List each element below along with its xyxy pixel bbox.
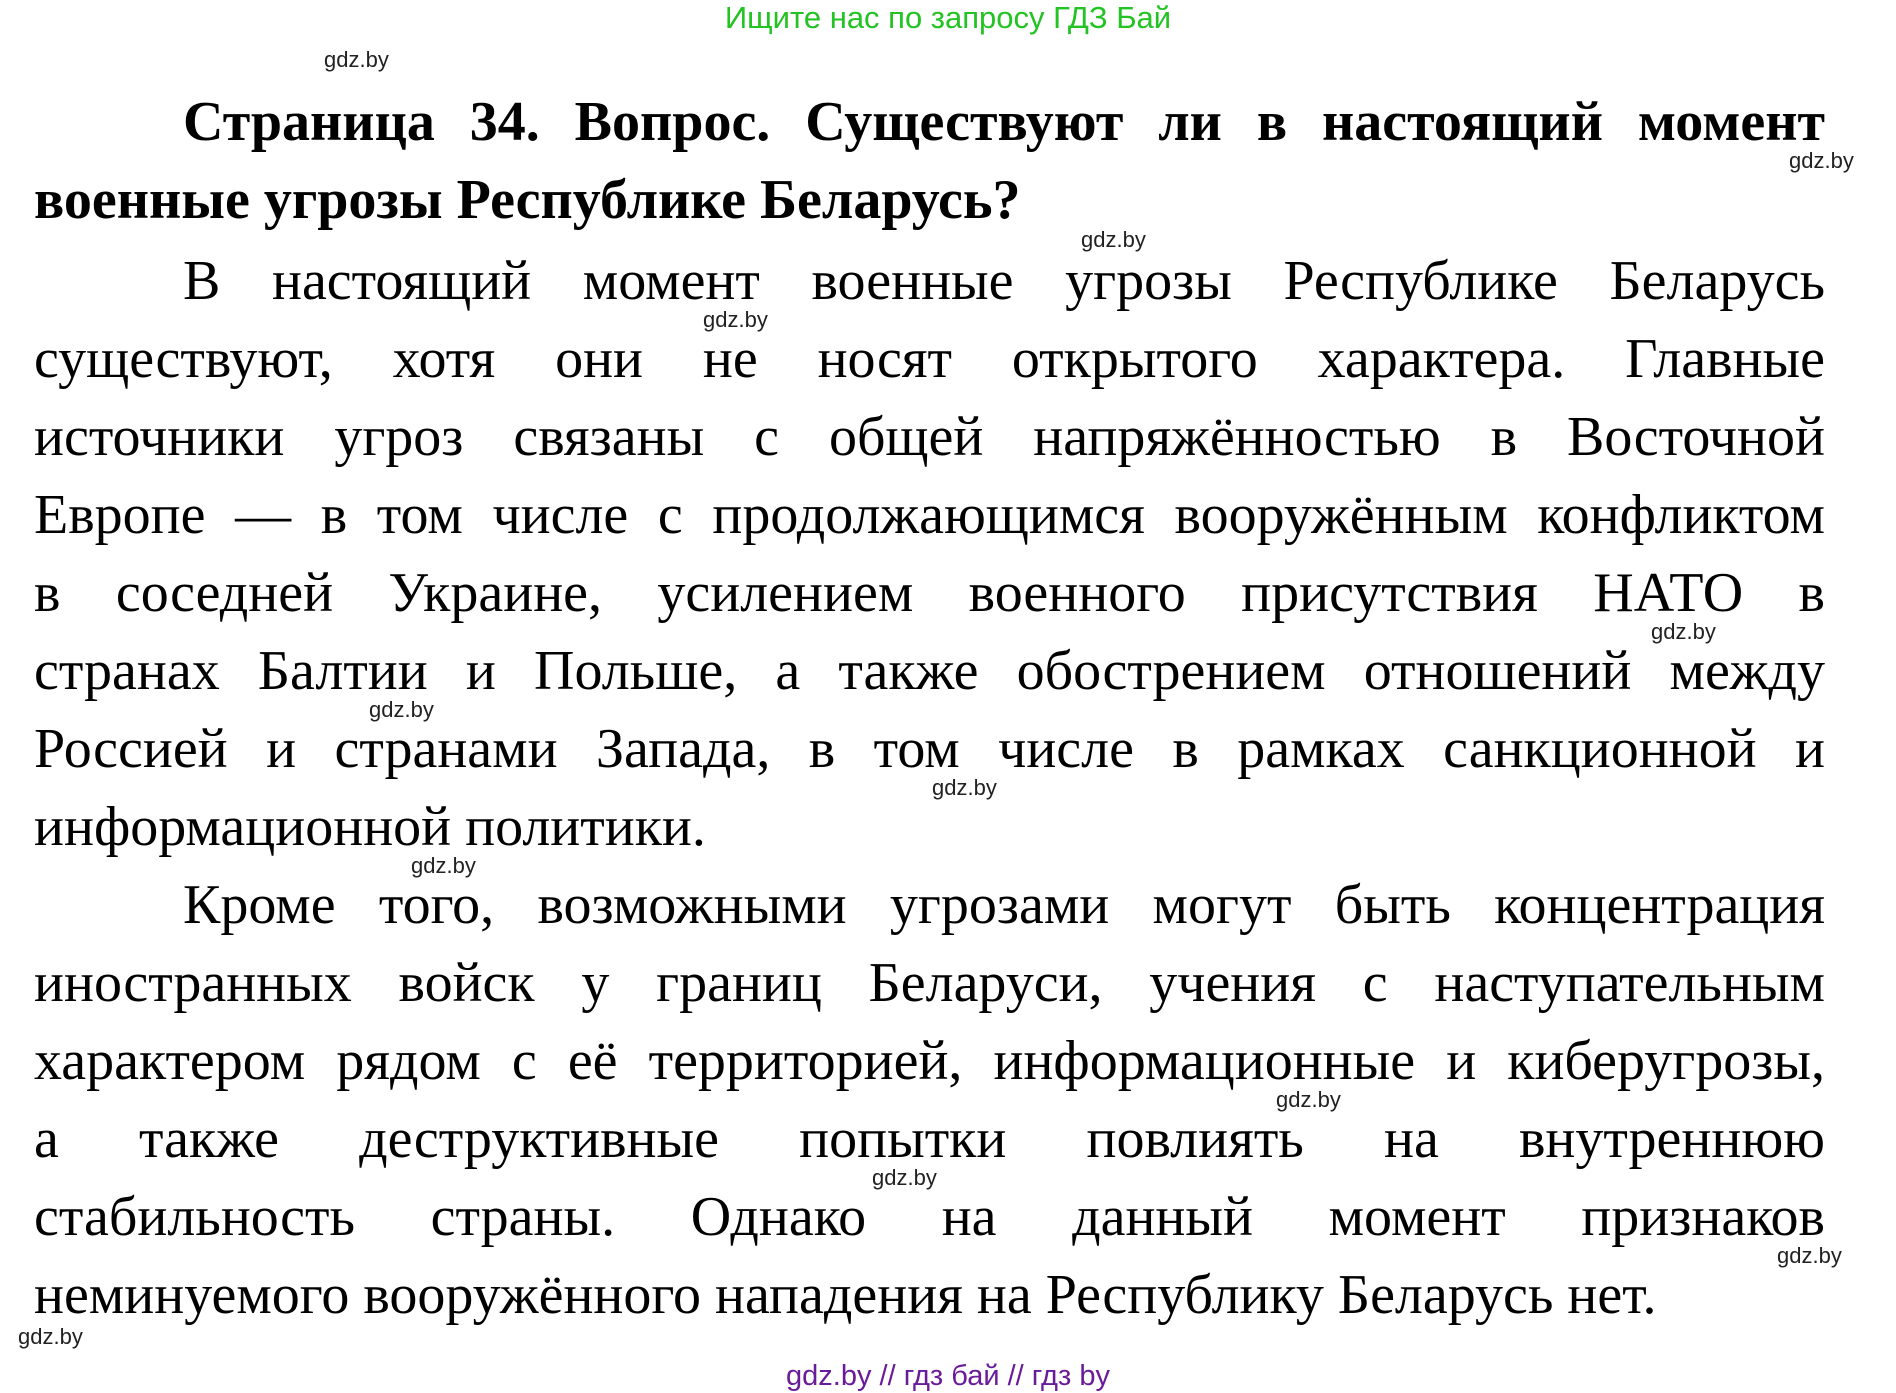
question-title-line: военные угрозы Республике Беларусь? [34,169,1021,231]
answer-line: Кроме того, возможными угрозами могут быть концентрация [183,874,1825,936]
answer-line: В настоящий момент военные угрозы Республике Беларусь [183,250,1825,312]
watermark: gdz.by [411,853,476,878]
watermark: gdz.by [1789,148,1854,173]
search-hint-header: Ищите нас по запросу ГДЗ Бай [724,0,1172,35]
answer-line: Европе — в том числе с продолжающимся вооружённым конфликтом [34,484,1825,546]
watermark: gdz.by [1651,619,1716,644]
watermark: gdz.by [1081,227,1146,252]
answer-line: странах Балтии и Польше, а также обострением отношений между [34,640,1825,702]
watermark: gdz.by [703,307,768,332]
answer-line: иностранных войск у границ Беларуси, учения с наступательным [34,952,1825,1014]
watermark: gdz.by [1276,1087,1341,1112]
answer-line: информационной политики. [34,796,706,858]
answer-line: существуют, хотя они не носят открытого характера. Главные [34,328,1825,390]
answer-line: характером рядом с её территорией, информационные и киберугрозы, [34,1030,1825,1092]
watermark: gdz.by [369,697,434,722]
question-title-line: Страница 34. Вопрос. Существуют ли в настоящий момент [183,91,1825,153]
watermark: gdz.by [1777,1243,1842,1268]
answer-line: Россией и странами Запада, в том числе в рамках санкционной и [34,718,1825,780]
answer-line: а также деструктивные попытки повлиять на внутреннюю [34,1108,1825,1170]
answer-line: стабильность страны. Однако на данный момент признаков [34,1186,1825,1248]
answer-line: источники угроз связаны с общей напряжённостью в Восточной [34,406,1825,468]
watermark: gdz.by [18,1324,83,1349]
answer-line: в соседней Украине, усилением военного присутствия НАТО в [34,562,1825,624]
watermark: gdz.by [324,47,389,72]
footer-links: gdz.by // гдз бай // гдз by [786,1360,1110,1392]
answer-line: неминуемого вооружённого нападения на Республику Беларусь нет. [34,1264,1657,1326]
watermark: gdz.by [872,1165,937,1190]
watermark: gdz.by [932,775,997,800]
